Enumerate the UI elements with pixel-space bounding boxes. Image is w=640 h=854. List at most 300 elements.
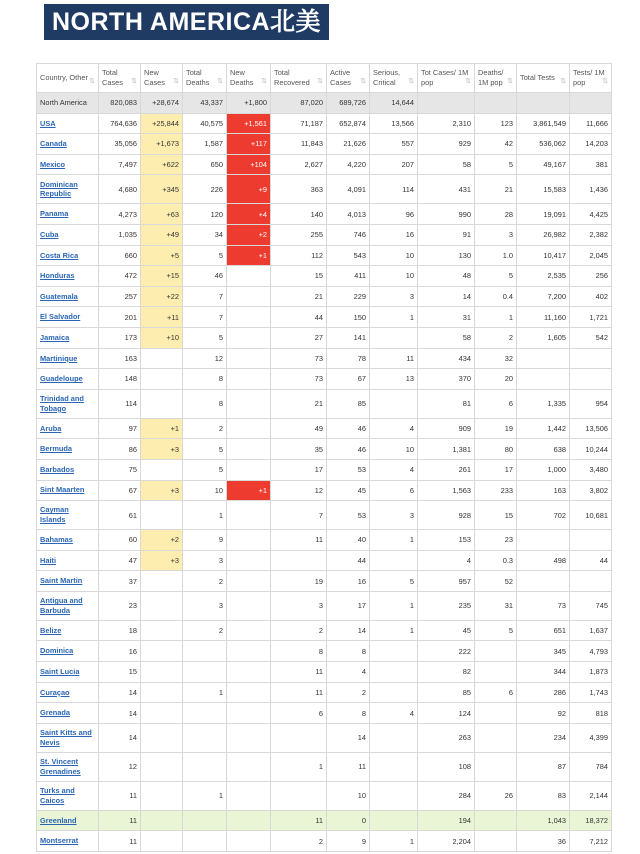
critical-cell <box>370 682 418 703</box>
table-row <box>37 620 612 641</box>
new-deaths-cell <box>227 810 271 831</box>
active-cases-cell: 11 <box>327 752 370 781</box>
active-cases-cell: 78 <box>327 348 370 369</box>
recovered-cell <box>271 781 327 810</box>
total-deaths-cell: 650 <box>183 154 227 175</box>
country-link[interactable]: Turks and Caicos <box>40 786 75 805</box>
total-cases-cell: 4,680 <box>99 175 141 204</box>
active-cases-cell: 4,091 <box>327 175 370 204</box>
tests-per-million-cell: 7,212 <box>570 831 612 852</box>
recovered-cell <box>271 723 327 752</box>
country-cell <box>37 682 99 703</box>
total-tests-cell <box>517 93 570 114</box>
table-row <box>37 530 612 551</box>
sort-icon[interactable]: ⇅ <box>602 77 608 85</box>
cases-per-million-cell: 929 <box>418 134 475 155</box>
total-deaths-cell: 9 <box>183 530 227 551</box>
country-link[interactable]: Dominica <box>40 646 74 656</box>
cases-per-million-cell: 194 <box>418 810 475 831</box>
total-cases-cell: 114 <box>99 389 141 418</box>
tests-per-million-cell: 3,802 <box>570 480 612 501</box>
active-cases-cell: 46 <box>327 418 370 439</box>
total-cases-cell: 37 <box>99 571 141 592</box>
active-cases-cell: 652,874 <box>327 113 370 134</box>
active-cases-cell: 4,220 <box>327 154 370 175</box>
new-deaths-cell: +1,561 <box>227 113 271 134</box>
total-deaths-cell: 7 <box>183 307 227 328</box>
total-cases-cell: 15 <box>99 662 141 683</box>
deaths-per-million-cell: 80 <box>475 439 517 460</box>
new-deaths-cell <box>227 501 271 530</box>
country-link[interactable]: Aruba <box>40 423 62 433</box>
sort-icon[interactable]: ⇅ <box>261 77 267 85</box>
total-tests-cell: 15,583 <box>517 175 570 204</box>
column-header-total-deaths[interactable] <box>183 64 227 93</box>
sort-icon[interactable]: ⇅ <box>360 77 366 85</box>
country-link[interactable]: Barbados <box>40 464 75 474</box>
country-link[interactable]: Cuba <box>40 229 59 239</box>
active-cases-cell: 2 <box>327 682 370 703</box>
critical-cell: 5 <box>370 571 418 592</box>
deaths-per-million-cell: 32 <box>475 348 517 369</box>
new-deaths-cell: +104 <box>227 154 271 175</box>
country-cell <box>37 831 99 852</box>
recovered-cell: 255 <box>271 224 327 245</box>
new-deaths-cell <box>227 662 271 683</box>
new-cases-cell: +15 <box>141 266 183 287</box>
total-tests-cell: 234 <box>517 723 570 752</box>
sort-icon[interactable]: ⇅ <box>217 77 223 85</box>
total-cases-cell: 14 <box>99 682 141 703</box>
table-row <box>37 369 612 390</box>
country-link[interactable]: Belize <box>40 625 62 635</box>
total-cases-cell: 23 <box>99 591 141 620</box>
country-link[interactable]: Grenada <box>40 708 70 718</box>
deaths-per-million-cell: 233 <box>475 480 517 501</box>
deaths-per-million-cell <box>475 93 517 114</box>
column-header-label: Country, Other <box>40 73 88 82</box>
tests-per-million-cell: 2,382 <box>570 224 612 245</box>
tests-per-million-cell: 1,637 <box>570 620 612 641</box>
new-cases-cell: +63 <box>141 204 183 225</box>
critical-cell <box>370 752 418 781</box>
cases-per-million-cell: 81 <box>418 389 475 418</box>
total-deaths-cell <box>183 810 227 831</box>
column-header-total-tests[interactable] <box>517 64 570 93</box>
table-row <box>37 459 612 480</box>
country-link[interactable]: St. Vincent Grenadines <box>40 757 81 776</box>
total-cases-cell: 472 <box>99 266 141 287</box>
new-deaths-cell <box>227 327 271 348</box>
total-deaths-cell: 5 <box>183 327 227 348</box>
recovered-cell: 11,843 <box>271 134 327 155</box>
country-cell <box>37 245 99 266</box>
new-cases-cell <box>141 369 183 390</box>
column-header-total-cases[interactable] <box>99 64 141 93</box>
country-link[interactable]: Saint Kitts and Nevis <box>40 728 92 747</box>
country-cell <box>37 134 99 155</box>
total-deaths-cell: 5 <box>183 439 227 460</box>
country-link[interactable]: Montserrat <box>40 836 79 846</box>
active-cases-cell: 0 <box>327 810 370 831</box>
country-link[interactable]: Martinique <box>40 353 78 363</box>
recovered-cell: 2 <box>271 831 327 852</box>
country-link[interactable]: Antigua and Barbuda <box>40 596 83 615</box>
new-cases-cell <box>141 459 183 480</box>
new-cases-cell <box>141 662 183 683</box>
total-cases-cell: 11 <box>99 831 141 852</box>
country-link[interactable]: Saint Lucia <box>40 667 80 677</box>
tests-per-million-cell: 4,399 <box>570 723 612 752</box>
table-row <box>37 348 612 369</box>
critical-cell: 3 <box>370 501 418 530</box>
column-header-serious-critical[interactable] <box>370 64 418 93</box>
deaths-per-million-cell <box>475 662 517 683</box>
critical-cell <box>370 389 418 418</box>
deaths-per-million-cell: 5 <box>475 266 517 287</box>
country-cell <box>37 113 99 134</box>
table-row <box>37 723 612 752</box>
country-link[interactable]: Trinidad and Tobago <box>40 394 84 413</box>
column-header-label: Deaths/ 1M pop <box>478 68 504 87</box>
table-row <box>37 781 612 810</box>
cases-per-million-cell: 58 <box>418 327 475 348</box>
new-cases-cell: +49 <box>141 224 183 245</box>
new-cases-cell: +3 <box>141 480 183 501</box>
total-cases-cell: 11 <box>99 810 141 831</box>
total-tests-cell: 651 <box>517 620 570 641</box>
country-link[interactable]: USA <box>40 118 56 128</box>
recovered-cell: 73 <box>271 369 327 390</box>
country-link[interactable]: Curaçao <box>40 687 70 697</box>
new-cases-cell: +345 <box>141 175 183 204</box>
active-cases-cell: 10 <box>327 781 370 810</box>
active-cases-cell: 229 <box>327 286 370 307</box>
total-tests-cell: 1,043 <box>517 810 570 831</box>
country-cell <box>37 93 99 114</box>
tests-per-million-cell: 4,793 <box>570 641 612 662</box>
total-deaths-cell: 5 <box>183 459 227 480</box>
new-cases-cell <box>141 810 183 831</box>
total-cases-cell: 7,497 <box>99 154 141 175</box>
total-tests-cell: 345 <box>517 641 570 662</box>
new-cases-cell <box>141 641 183 662</box>
tests-per-million-cell: 381 <box>570 154 612 175</box>
total-tests-cell: 3,861,549 <box>517 113 570 134</box>
country-link[interactable]: Honduras <box>40 271 75 281</box>
deaths-per-million-cell <box>475 703 517 724</box>
country-link[interactable]: Haiti <box>40 555 57 565</box>
column-header-label: Total Recovered <box>274 68 310 87</box>
table-row <box>37 134 612 155</box>
critical-cell: 14,644 <box>370 93 418 114</box>
country-link[interactable]: Guadeloupe <box>40 374 83 384</box>
total-tests-cell: 73 <box>517 591 570 620</box>
column-header-label: Tot Cases/ 1M pop <box>421 68 469 87</box>
total-cases-cell: 12 <box>99 752 141 781</box>
tests-per-million-cell <box>570 571 612 592</box>
tests-per-million-cell <box>570 93 612 114</box>
country-cell <box>37 530 99 551</box>
deaths-per-million-cell: 5 <box>475 154 517 175</box>
total-cases-cell: 173 <box>99 327 141 348</box>
total-deaths-cell: 2 <box>183 571 227 592</box>
total-tests-cell: 19,091 <box>517 204 570 225</box>
recovered-cell: 8 <box>271 641 327 662</box>
new-cases-cell <box>141 723 183 752</box>
tests-per-million-cell: 1,873 <box>570 662 612 683</box>
country-link[interactable]: Bahamas <box>40 535 73 545</box>
country-link[interactable]: Mexico <box>40 159 66 169</box>
active-cases-cell: 141 <box>327 327 370 348</box>
new-deaths-cell: +2 <box>227 224 271 245</box>
cases-per-million-cell: 235 <box>418 591 475 620</box>
total-tests-cell: 638 <box>517 439 570 460</box>
country-link[interactable]: Dominican Republic <box>40 179 78 199</box>
total-tests-cell: 344 <box>517 662 570 683</box>
sort-icon[interactable]: ⇅ <box>131 77 137 85</box>
total-deaths-cell <box>183 723 227 752</box>
recovered-cell: 73 <box>271 348 327 369</box>
total-tests-cell: 1,335 <box>517 389 570 418</box>
total-deaths-cell: 2 <box>183 620 227 641</box>
active-cases-cell: 14 <box>327 723 370 752</box>
new-deaths-cell: +1 <box>227 480 271 501</box>
recovered-cell: 21 <box>271 389 327 418</box>
country-link[interactable]: Sint Maarten <box>40 485 85 495</box>
table-row <box>37 327 612 348</box>
table-body <box>37 93 612 852</box>
active-cases-cell: 85 <box>327 389 370 418</box>
active-cases-cell: 9 <box>327 831 370 852</box>
critical-cell: 4 <box>370 418 418 439</box>
country-cell <box>37 286 99 307</box>
total-tests-cell <box>517 530 570 551</box>
active-cases-cell: 44 <box>327 550 370 571</box>
new-cases-cell: +10 <box>141 327 183 348</box>
cases-per-million-cell: 130 <box>418 245 475 266</box>
country-link[interactable]: Costa Rica <box>40 250 79 260</box>
country-cell <box>37 154 99 175</box>
tests-per-million-cell: 745 <box>570 591 612 620</box>
critical-cell: 1 <box>370 831 418 852</box>
cases-per-million-cell: 153 <box>418 530 475 551</box>
cases-per-million-cell: 434 <box>418 348 475 369</box>
total-deaths-cell <box>183 641 227 662</box>
sort-icon[interactable]: ⇅ <box>507 77 513 85</box>
tests-per-million-cell: 4,425 <box>570 204 612 225</box>
table-row <box>37 439 612 460</box>
new-deaths-cell <box>227 641 271 662</box>
new-cases-cell <box>141 620 183 641</box>
recovered-cell: 35 <box>271 439 327 460</box>
new-deaths-cell: +117 <box>227 134 271 155</box>
column-header-deaths-per-million[interactable] <box>475 64 517 93</box>
column-header-label: Tests/ 1M pop <box>573 68 605 87</box>
total-deaths-cell: 1,587 <box>183 134 227 155</box>
tests-per-million-cell: 784 <box>570 752 612 781</box>
active-cases-cell: 40 <box>327 530 370 551</box>
tests-per-million-cell: 10,681 <box>570 501 612 530</box>
country-link[interactable]: Canada <box>40 139 67 149</box>
cases-per-million-cell: 82 <box>418 662 475 683</box>
new-deaths-cell <box>227 348 271 369</box>
tests-per-million-cell: 542 <box>570 327 612 348</box>
country-cell <box>37 550 99 571</box>
sort-icon[interactable]: ⇅ <box>317 77 323 85</box>
total-deaths-cell: 46 <box>183 266 227 287</box>
table-row <box>37 501 612 530</box>
country-link[interactable]: Panama <box>40 209 69 219</box>
column-header-cases-per-million[interactable] <box>418 64 475 93</box>
new-cases-cell: +3 <box>141 439 183 460</box>
cases-per-million-cell: 261 <box>418 459 475 480</box>
deaths-per-million-cell <box>475 723 517 752</box>
new-deaths-cell <box>227 418 271 439</box>
table-row <box>37 113 612 134</box>
total-tests-cell: 49,167 <box>517 154 570 175</box>
column-header-country[interactable] <box>37 64 99 93</box>
critical-cell <box>370 641 418 662</box>
new-cases-cell <box>141 389 183 418</box>
new-deaths-cell <box>227 307 271 328</box>
new-cases-cell: +2 <box>141 530 183 551</box>
total-tests-cell: 83 <box>517 781 570 810</box>
total-tests-cell: 286 <box>517 682 570 703</box>
recovered-cell: 21 <box>271 286 327 307</box>
active-cases-cell: 21,626 <box>327 134 370 155</box>
total-tests-cell: 10,417 <box>517 245 570 266</box>
new-cases-cell: +1,673 <box>141 134 183 155</box>
sort-icon[interactable]: ⇅ <box>465 77 471 85</box>
total-deaths-cell <box>183 703 227 724</box>
total-deaths-cell: 1 <box>183 501 227 530</box>
country-cell <box>37 591 99 620</box>
cases-per-million-cell: 1,563 <box>418 480 475 501</box>
deaths-per-million-cell <box>475 831 517 852</box>
column-header-label: New Deaths <box>230 68 254 87</box>
new-cases-cell: +28,674 <box>141 93 183 114</box>
country-link[interactable]: El Salvador <box>40 312 81 322</box>
total-cases-cell: 4,273 <box>99 204 141 225</box>
column-header-label: Total Cases <box>102 68 123 87</box>
new-cases-cell <box>141 591 183 620</box>
cases-per-million-cell: 370 <box>418 369 475 390</box>
critical-cell: 1 <box>370 620 418 641</box>
cases-per-million-cell: 108 <box>418 752 475 781</box>
cases-per-million-cell: 58 <box>418 154 475 175</box>
recovered-cell: 112 <box>271 245 327 266</box>
active-cases-cell: 53 <box>327 501 370 530</box>
country-cell <box>37 501 99 530</box>
column-header-active-cases[interactable] <box>327 64 370 93</box>
active-cases-cell: 46 <box>327 439 370 460</box>
cases-per-million-cell: 31 <box>418 307 475 328</box>
total-deaths-cell: 5 <box>183 245 227 266</box>
country-link[interactable]: Jamaica <box>40 332 70 342</box>
column-header-total-recovered[interactable] <box>271 64 327 93</box>
sort-icon[interactable]: ⇅ <box>408 77 414 85</box>
table-row <box>37 418 612 439</box>
total-tests-cell: 2,535 <box>517 266 570 287</box>
total-cases-cell: 16 <box>99 641 141 662</box>
country-link[interactable]: Greenland <box>40 815 77 825</box>
critical-cell <box>370 662 418 683</box>
active-cases-cell: 746 <box>327 224 370 245</box>
country-cell <box>37 348 99 369</box>
new-deaths-cell: +9 <box>227 175 271 204</box>
new-cases-cell: +1 <box>141 418 183 439</box>
deaths-per-million-cell: 0.4 <box>475 286 517 307</box>
total-tests-cell: 702 <box>517 501 570 530</box>
country-link[interactable]: Bermuda <box>40 444 73 454</box>
critical-cell: 13 <box>370 369 418 390</box>
new-deaths-cell <box>227 389 271 418</box>
deaths-per-million-cell: 28 <box>475 204 517 225</box>
table-row <box>37 154 612 175</box>
new-cases-cell: +3 <box>141 550 183 571</box>
tests-per-million-cell: 14,203 <box>570 134 612 155</box>
sort-icon[interactable]: ⇅ <box>173 77 179 85</box>
tests-per-million-cell: 13,506 <box>570 418 612 439</box>
critical-cell: 16 <box>370 224 418 245</box>
covid-stats-table <box>36 63 612 852</box>
recovered-cell: 140 <box>271 204 327 225</box>
sort-icon[interactable]: ⇅ <box>560 77 566 85</box>
deaths-per-million-cell <box>475 752 517 781</box>
critical-cell <box>370 781 418 810</box>
country-cell <box>37 459 99 480</box>
tests-per-million-cell: 3,480 <box>570 459 612 480</box>
cases-per-million-cell <box>418 93 475 114</box>
deaths-per-million-cell: 15 <box>475 501 517 530</box>
column-header-tests-per-million[interactable] <box>570 64 612 93</box>
country-link[interactable]: Cayman Islands <box>40 505 69 525</box>
country-cell <box>37 307 99 328</box>
country-link[interactable]: Saint Martin <box>40 576 83 586</box>
tests-per-million-cell: 256 <box>570 266 612 287</box>
tests-per-million-cell: 1,721 <box>570 307 612 328</box>
total-cases-cell: 14 <box>99 703 141 724</box>
recovered-cell: 87,020 <box>271 93 327 114</box>
deaths-per-million-cell: 6 <box>475 682 517 703</box>
total-deaths-cell: 1 <box>183 781 227 810</box>
critical-cell: 6 <box>370 480 418 501</box>
recovered-cell: 2 <box>271 620 327 641</box>
column-header-new-deaths[interactable] <box>227 64 271 93</box>
total-tests-cell: 87 <box>517 752 570 781</box>
cases-per-million-cell: 85 <box>418 682 475 703</box>
table-row <box>37 662 612 683</box>
deaths-per-million-cell: 1 <box>475 307 517 328</box>
critical-cell: 10 <box>370 439 418 460</box>
total-deaths-cell: 1 <box>183 682 227 703</box>
deaths-per-million-cell: 6 <box>475 389 517 418</box>
total-deaths-cell: 10 <box>183 480 227 501</box>
sort-icon[interactable]: ⇅ <box>89 77 95 85</box>
total-deaths-cell: 34 <box>183 224 227 245</box>
column-header-new-cases[interactable] <box>141 64 183 93</box>
country-link[interactable]: Guatemala <box>40 291 78 301</box>
critical-cell <box>370 550 418 571</box>
new-deaths-cell <box>227 571 271 592</box>
country-cell <box>37 439 99 460</box>
country-cell <box>37 175 99 204</box>
total-deaths-cell: 3 <box>183 591 227 620</box>
active-cases-cell: 8 <box>327 703 370 724</box>
tests-per-million-cell: 18,372 <box>570 810 612 831</box>
total-deaths-cell: 226 <box>183 175 227 204</box>
